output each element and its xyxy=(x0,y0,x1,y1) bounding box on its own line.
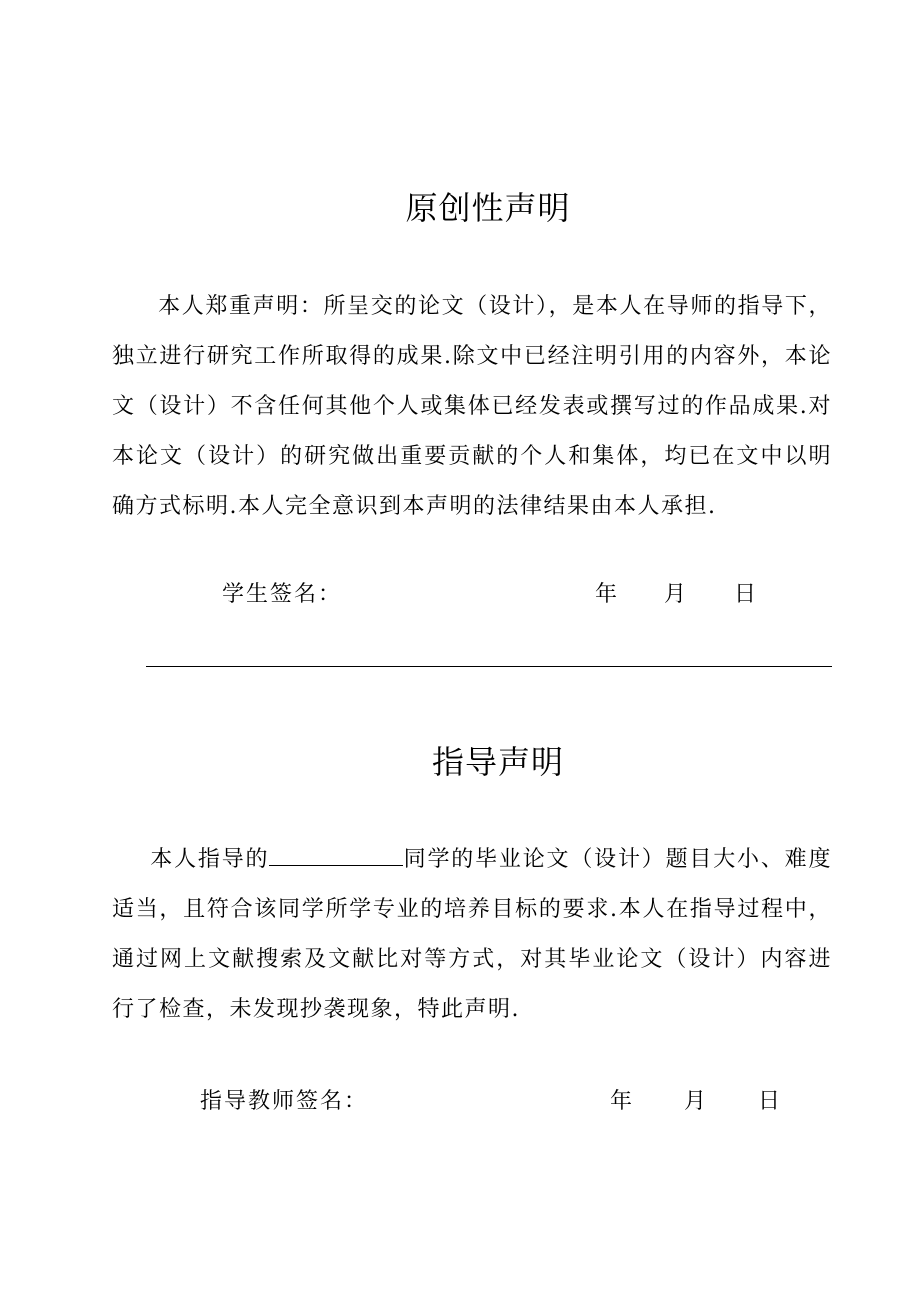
guidance-text-before-blank: 本人指导的 xyxy=(150,847,270,872)
advisor-date-month: 月 xyxy=(684,1089,707,1114)
student-name-blank[interactable] xyxy=(269,845,403,866)
guidance-text-after-blank: 同学的毕业论文（设计）题目大小、难度适当，且符合该同学所学专业的培养目标的要求.本人在指导过程中，通过网上文献搜索及文献比对等方式，对其毕业论文（设计）内容进行了检查，未发现抄袭现象，特此声明. xyxy=(112,847,832,1022)
originality-statement xyxy=(112,282,832,532)
advisor-signature-label: 指导教师签名： xyxy=(200,1089,369,1114)
student-date-month: 月 xyxy=(664,582,687,607)
originality-statement-text: 本人郑重声明：所呈交的论文（设计），是本人在导师的指导下，独立进行研究工作所取得的成果.除文中已经注明引用的内容外，本论文（设计）不含任何其他个人或集体已经发表或撰写过的作品成果.对本论文（设计）的研究做出重要贡献的个人和集体，均已在文中以明确方式标明.本人完全意识到本声明的法律结果由本人承担. xyxy=(112,294,832,519)
advisor-date-day: 日 xyxy=(758,1089,781,1114)
originality-title: 原创性声明 xyxy=(405,189,571,227)
student-date-day: 日 xyxy=(734,582,757,607)
guidance-statement xyxy=(112,835,832,1035)
student-signature-label: 学生签名： xyxy=(222,582,343,607)
advisor-date-year: 年 xyxy=(610,1089,633,1114)
student-date-year: 年 xyxy=(595,582,618,607)
guidance-title: 指导声明 xyxy=(431,743,564,781)
section-divider xyxy=(146,666,832,667)
